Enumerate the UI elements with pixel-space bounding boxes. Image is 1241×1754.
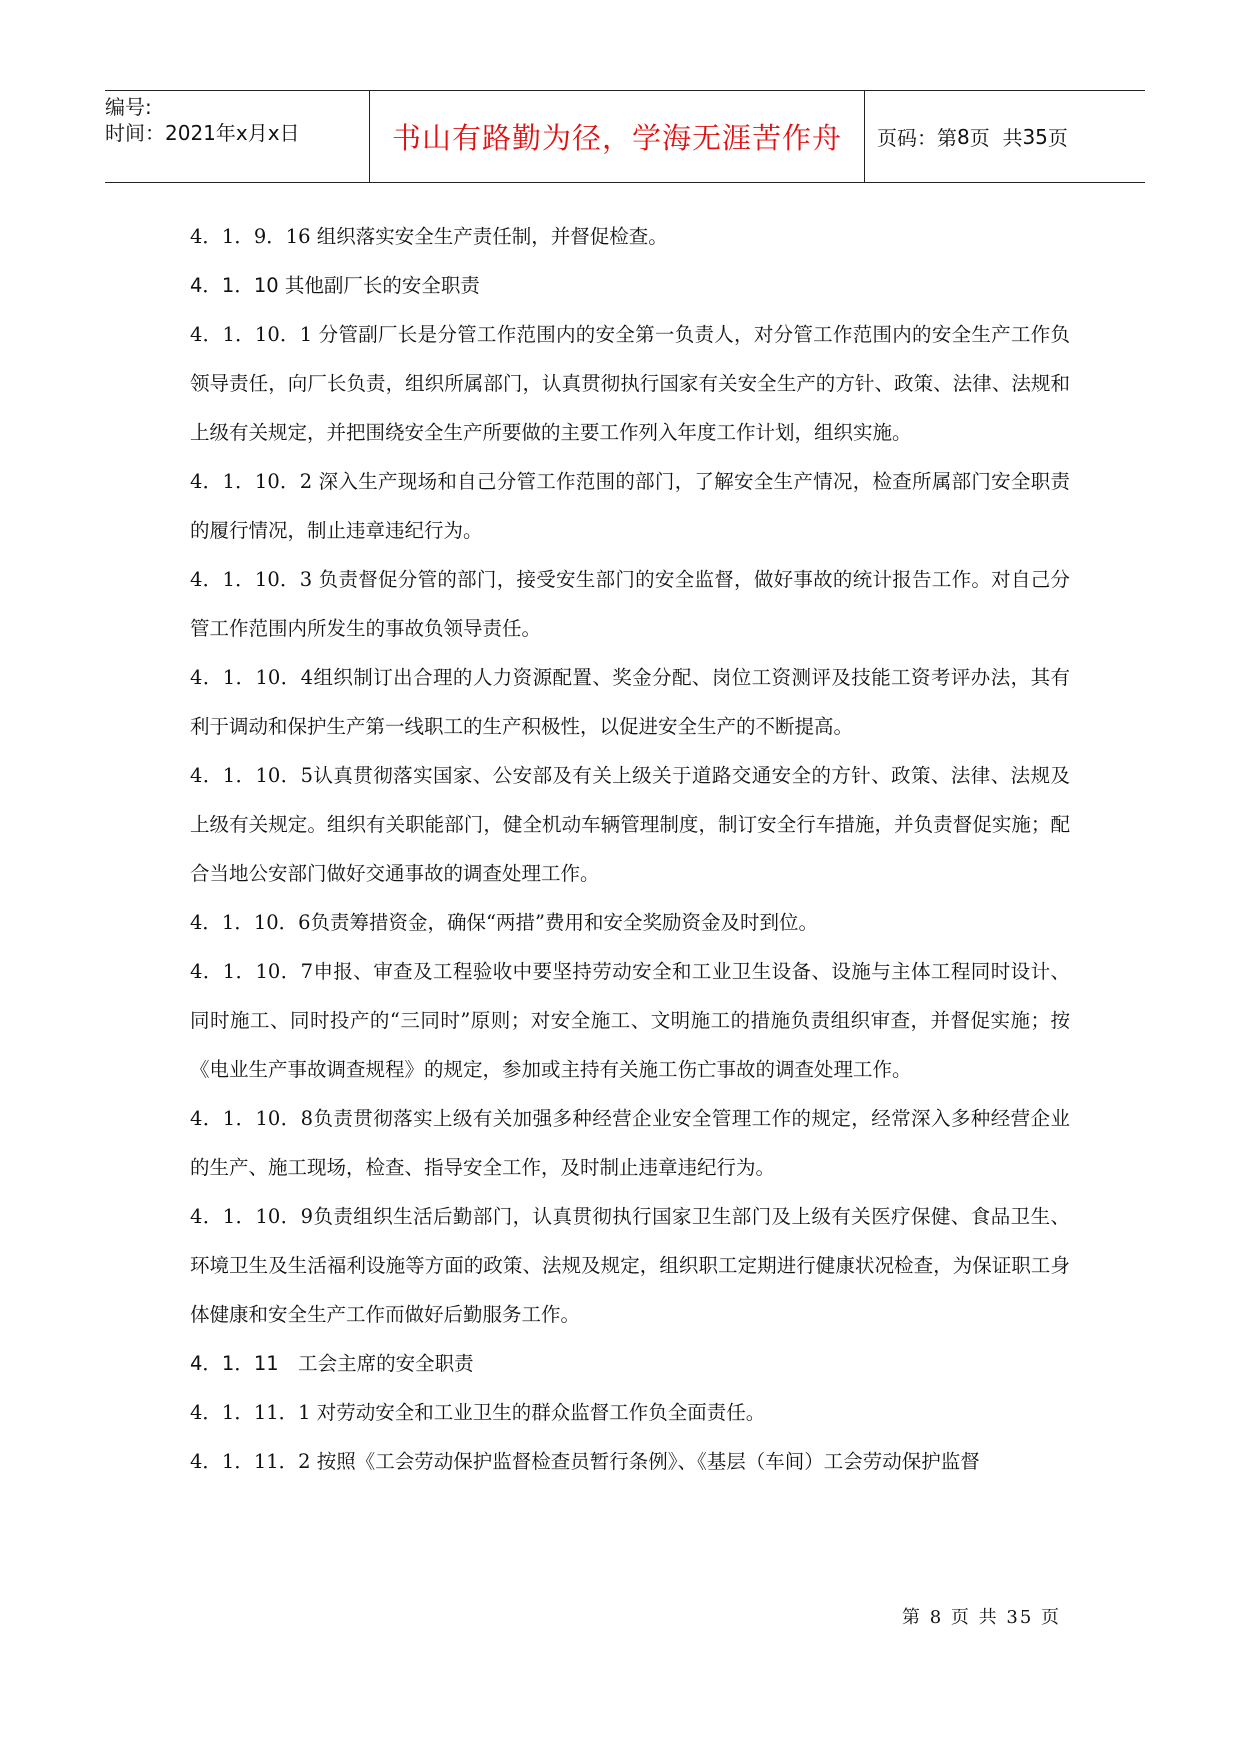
header-motto: 书山有路勤为径，学海无涯苦作舟: [370, 91, 865, 182]
paragraph: 4．1．10．7申报、审查及工程验收中要坚持劳动安全和工业卫生设备、设施与主体工程同时设计、同时施工、同时投产的“三同时”原则；对安全施工、文明施工的措施负责组织审查，并督促实施；按《电业生产事故调查规程》的规定，参加或主持有关施工伤亡事故的调查处理工作。: [190, 960, 1070, 1081]
page-header: [105, 90, 1145, 183]
header-meta: [105, 91, 370, 182]
document-body: [190, 212, 1070, 1486]
time-label: 时间：2021年x月x日: [105, 121, 300, 145]
paragraph: 4．1．10．6负责筹措资金，确保“两措”费用和安全奖励资金及时到位。: [190, 911, 818, 934]
paragraph: 4．1．11．2 按照《工会劳动保护监督检查员暂行条例》、《基层（车间）工会劳动保护监督: [190, 1450, 980, 1473]
section-heading: 4．1．11 工会主席的安全职责: [190, 1352, 474, 1375]
paragraph: 4．1．9．16 组织落实安全生产责任制，并督促检查。: [190, 225, 668, 248]
paragraph: 4．1．10．1 分管副厂长是分管工作范围内的安全第一负责人，对分管工作范围内的安全生产工作负领导责任，向厂长负责，组织所属部门，认真贯彻执行国家有关安全生产的方针、政策、法律、法规和上级有关规定，并把围绕安全生产所要做的主要工作列入年度工作计划，组织实施。: [190, 323, 1070, 444]
paragraph: 4．1．10．5认真贯彻落实国家、公安部及有关上级关于道路交通安全的方针、政策、法律、法规及上级有关规定。组织有关职能部门，健全机动车辆管理制度，制订安全行车措施，并负责督促实施；配合当地公安部门做好交通事故的调查处理工作。: [190, 764, 1070, 885]
paragraph: 4．1．10．4组织制订出合理的人力资源配置、奖金分配、岗位工资测评及技能工资考评办法，其有利于调动和保护生产第一线职工的生产积极性，以促进安全生产的不断提高。: [190, 666, 1070, 738]
page-mid: 页 共: [969, 126, 1023, 150]
paragraph: 4．1．11．1 对劳动安全和工业卫生的群众监督工作负全面责任。: [190, 1401, 766, 1424]
page-total: 35: [1022, 124, 1048, 149]
paragraph: 4．1．10．8负责贯彻落实上级有关加强多种经营企业安全管理工作的规定，经常深入多种经营企业的生产、施工现场，检查、指导安全工作，及时制止违章违纪行为。: [190, 1107, 1070, 1179]
page-footer: 第 8 页 共 35 页: [902, 1607, 1061, 1628]
header-page-info: [865, 91, 1145, 182]
page-prefix: 页码：第: [877, 126, 957, 150]
page-suffix: 页: [1047, 126, 1068, 150]
serial-label: 编号:: [105, 95, 152, 119]
paragraph: 4．1．10．9负责组织生活后勤部门，认真贯彻执行国家卫生部门及上级有关医疗保健、食品卫生、环境卫生及生活福利设施等方面的政策、法规及规定，组织职工定期进行健康状况检查，为保证职工身体健康和安全生产工作而做好后勤服务工作。: [190, 1205, 1070, 1326]
page-current: 8: [957, 124, 970, 149]
paragraph: 4．1．10．3 负责督促分管的部门，接受安生部门的安全监督，做好事故的统计报告工作。对自己分管工作范围内所发生的事故负领导责任。: [190, 568, 1070, 640]
section-heading: 4．1．10 其他副厂长的安全职责: [190, 274, 480, 297]
paragraph: 4．1．10．2 深入生产现场和自己分管工作范围的部门，了解安全生产情况，检查所属部门安全职责的履行情况，制止违章违纪行为。: [190, 470, 1070, 542]
